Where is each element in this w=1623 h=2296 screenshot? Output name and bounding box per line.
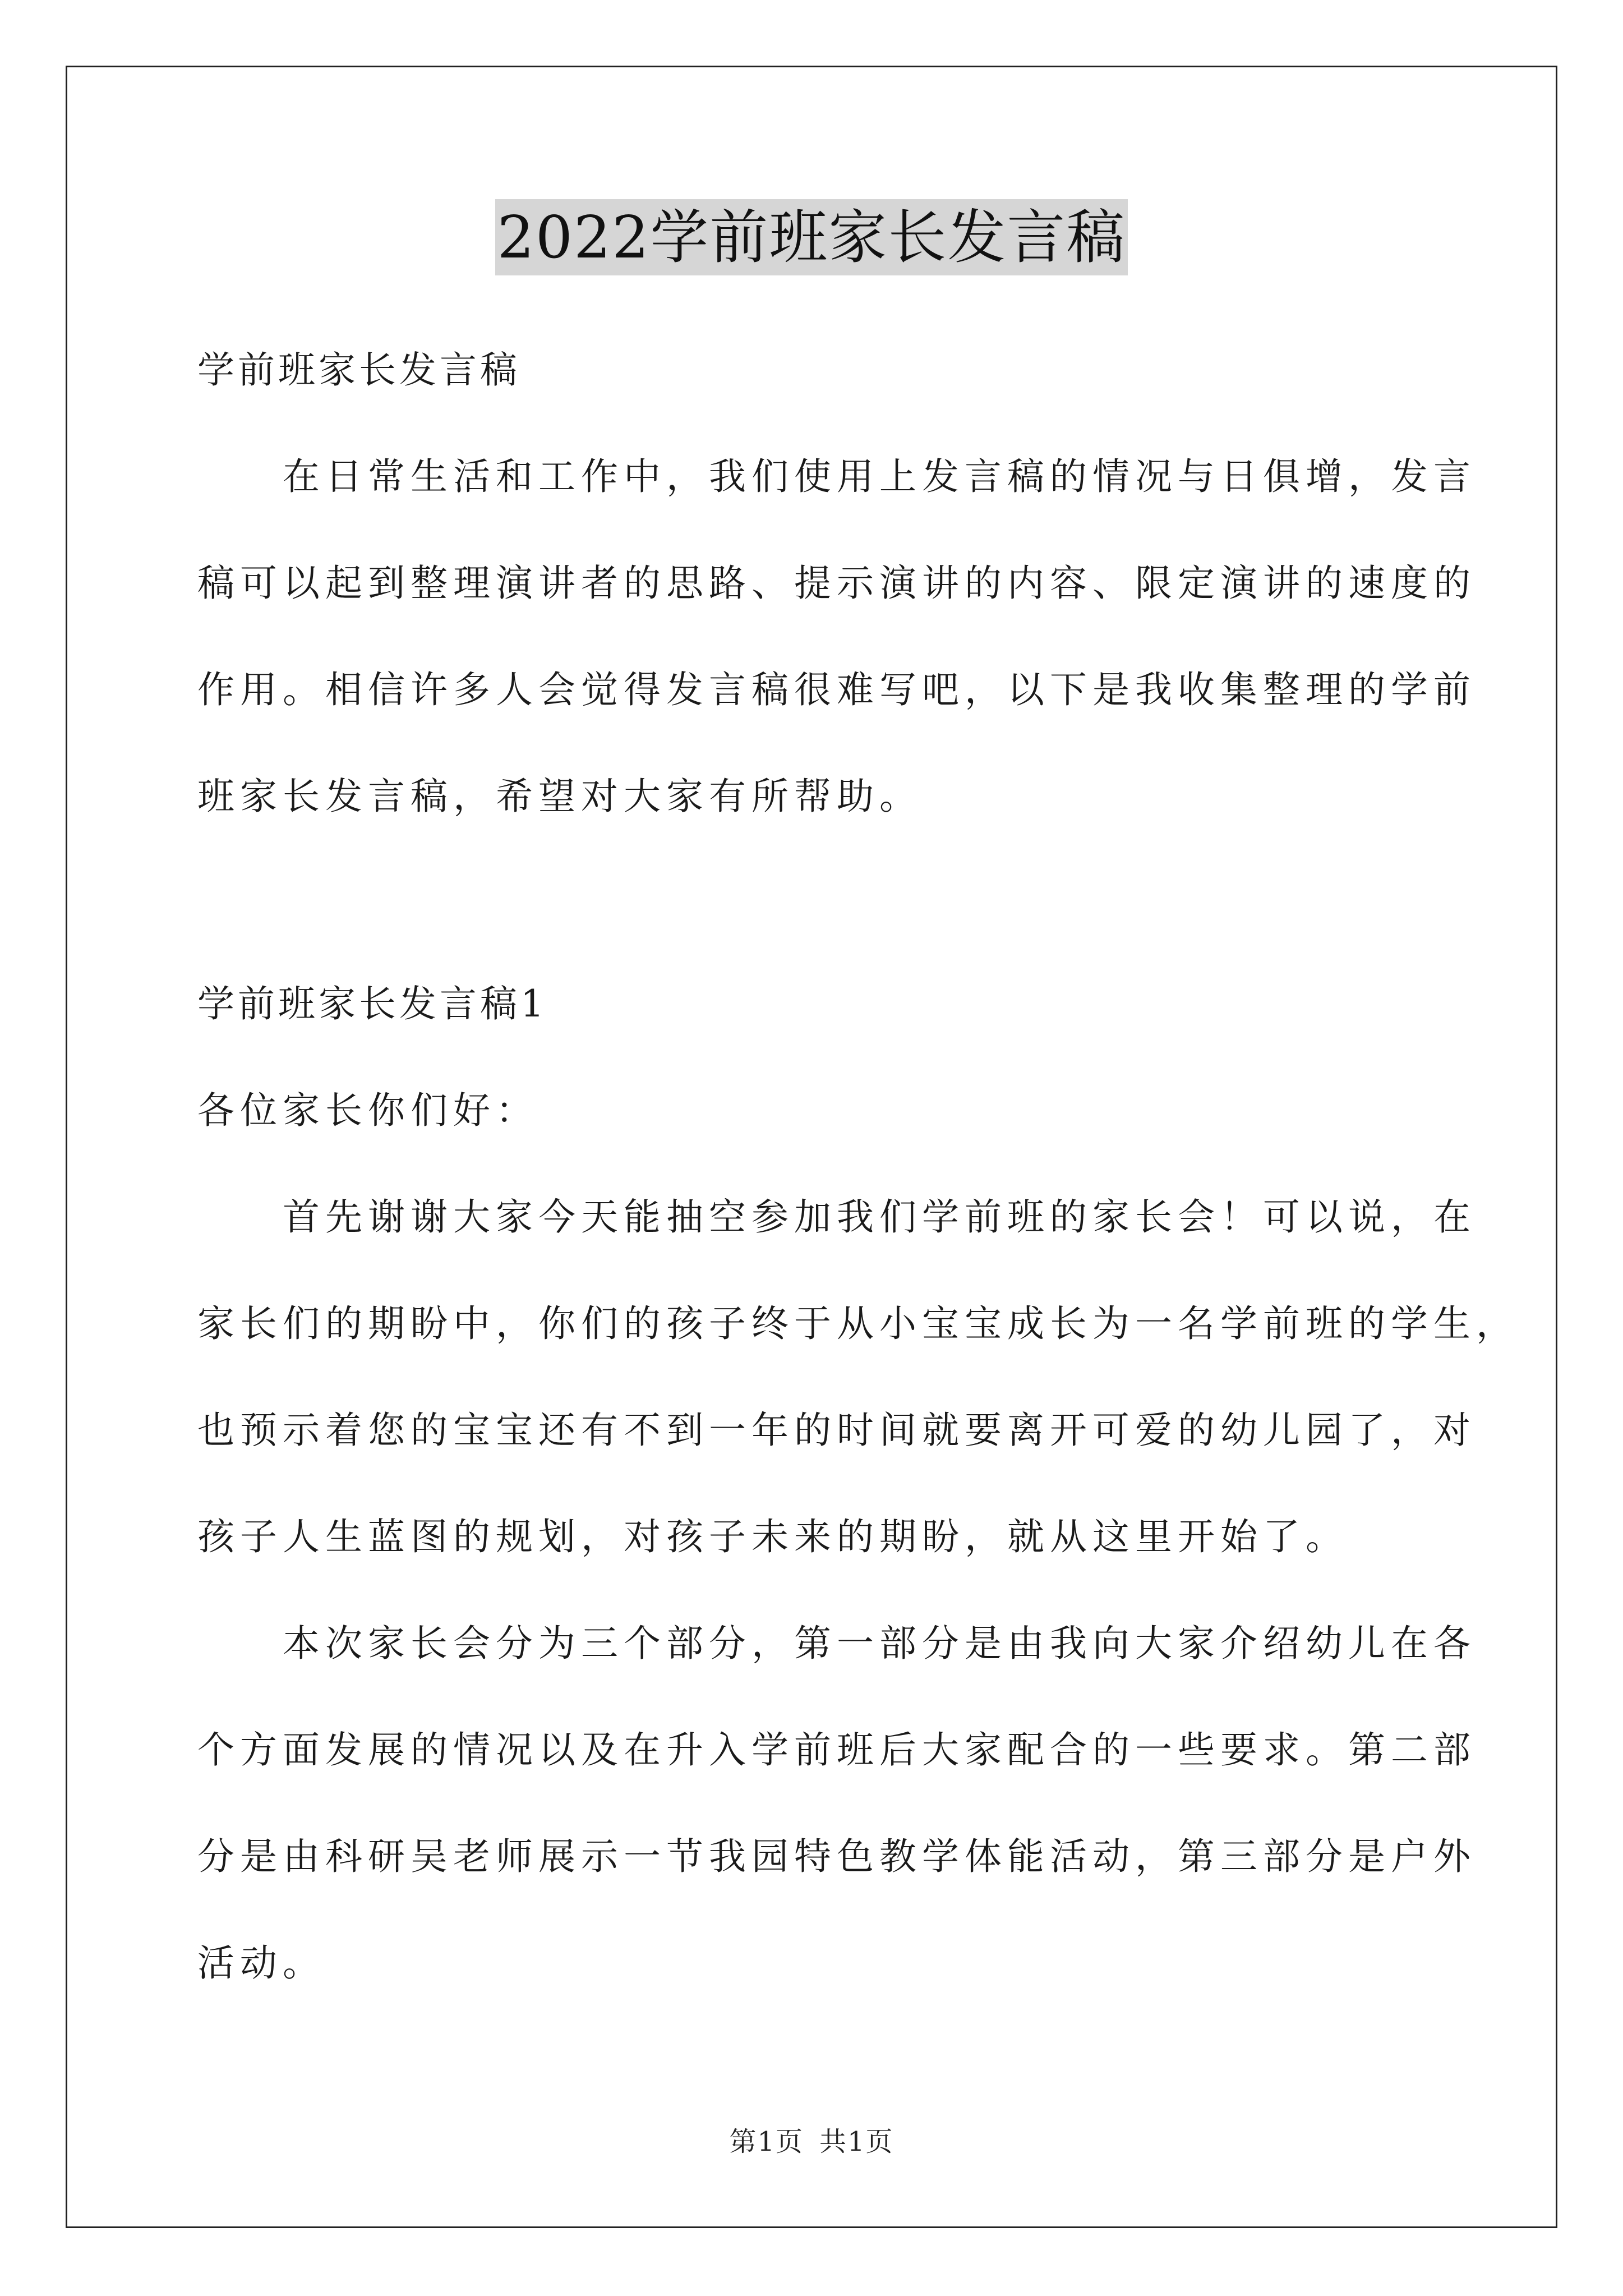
document-title: 2022学前班家长发言稿: [495, 199, 1128, 275]
paragraph-line: 本次家长会分为三个部分，第一部分是由我向大家介绍幼儿在各: [197, 1622, 1476, 1665]
page-number-total: 共1页: [819, 2126, 894, 2157]
paragraph-line: 个方面发展的情况以及在升入学前班后大家配合的一些要求。第二部: [197, 1728, 1476, 1772]
paragraph-line: 作用。相信许多人会觉得发言稿很难写吧，以下是我收集整理的学前: [197, 668, 1476, 711]
paragraph-line: 稿可以起到整理演讲者的思路、提示演讲的内容、限定演讲的速度的: [197, 562, 1476, 605]
title-container: [0, 199, 1623, 275]
paragraph-line: 孩子人生蓝图的规划，对孩子未来的期盼，就从这里开始了。: [197, 1515, 1348, 1558]
page-footer: [0, 2125, 1623, 2159]
page-number-current: 第1页: [729, 2126, 804, 2157]
paragraph-line: 分是由科研吴老师展示一节我园特色教学体能活动，第三部分是户外: [197, 1835, 1476, 1878]
paragraph-line: 首先谢谢大家今天能抽空参加我们学前班的家长会！可以说，在: [197, 1195, 1476, 1239]
paragraph-line: 班家长发言稿，希望对大家有所帮助。: [197, 775, 922, 818]
paragraph-line: 家长们的期盼中，你们的孩子终于从小宝宝成长为一名学前班的学生，: [197, 1302, 1519, 1345]
paragraph-line: 在日常生活和工作中，我们使用上发言稿的情况与日俱增，发言: [197, 455, 1476, 498]
paragraph-line: 也预示着您的宝宝还有不到一年的时间就要离开可爱的幼儿园了，对: [197, 1409, 1476, 1452]
section-heading: 学前班家长发言稿1: [197, 982, 547, 1025]
paragraph-line: 活动。: [197, 1941, 325, 1985]
greeting-line: 各位家长你们好：: [197, 1089, 538, 1132]
section-heading: 学前班家长发言稿: [197, 348, 520, 392]
